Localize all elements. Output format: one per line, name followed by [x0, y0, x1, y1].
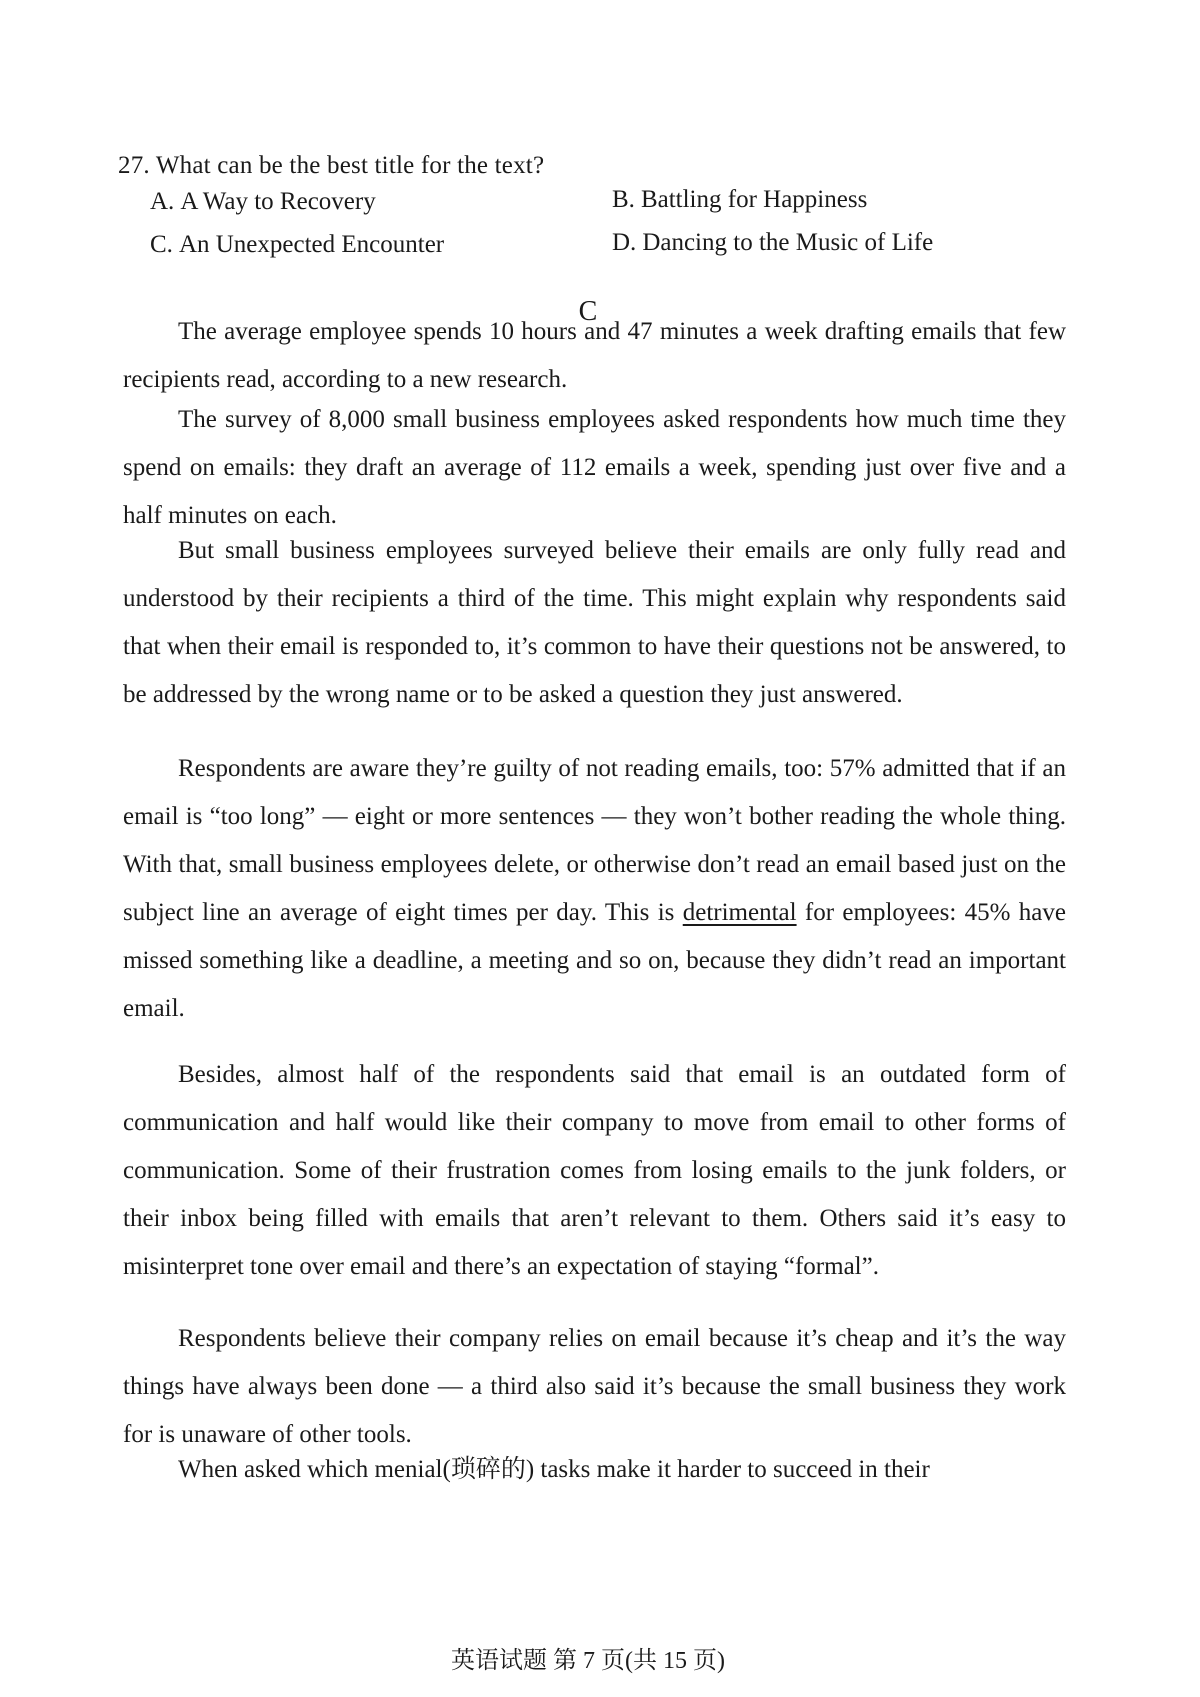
paragraph-4-text-start: Respondents are aware they’re guilty of not reading emails, too: 57% admitted that if an email is “too long” — eight or more sentences — they won’t bother reading the whole thing. With that, small business employees delete, or otherwise don’t read an email based just on the subject line an average of eight times per day. This is: [123, 755, 1066, 926]
option-d: [612, 229, 933, 257]
option-a-letter: A.: [150, 188, 175, 215]
question-27-stem: 27. What can be the best title for the text?: [118, 152, 545, 179]
underlined-word: detrimental: [682, 899, 797, 926]
paragraph-4-text-end: for employees: 45% have missed something like a deadline, a meeting and so on, because they didn’t read an important email.: [123, 899, 1066, 1022]
option-b: [612, 186, 867, 214]
passage-paragraph-5: Besides, almost half of the respondents said that email is an outdated form of communication and half would like their company to move from email to other forms of communication. Some of their frustration comes from losing emails to the junk folders, or their inbox being filled with emails that aren’t relevant to them. Others said it’s easy to misinterpret tone over email and there’s an expectation of staying “formal”.: [123, 1061, 1066, 1280]
option-b-text: Battling for Happiness: [640, 186, 868, 213]
option-b-letter: B.: [612, 186, 635, 213]
option-c-letter: C.: [150, 231, 173, 258]
section-letter: C: [578, 296, 598, 327]
passage-paragraph-1: The average employee spends 10 hours and 47 minutes a week drafting emails that few recipients read, according to a new research.: [123, 318, 1066, 393]
page-footer: 英语试题 第 7 页(共 15 页): [451, 1648, 725, 1674]
option-c-text: An Unexpected Encounter: [178, 231, 445, 258]
option-d-letter: D.: [612, 229, 637, 256]
option-d-text: Dancing to the Music of Life: [642, 229, 934, 256]
passage-paragraph-3: But small business employees surveyed believe their emails are only fully read and understood by their recipients a third of the time. This might explain why respondents said that when their email is responded to, it’s common to have their questions not be answered, to be addressed by the wrong name or to be asked a question they just answered.: [123, 537, 1066, 708]
passage-paragraph-6: Respondents believe their company relies on email because it’s cheap and it’s the way things have always been done — a third also said it’s because the small business they work for is unaware of other tools.: [123, 1325, 1066, 1448]
option-c: [150, 231, 444, 259]
option-a: [150, 188, 376, 216]
option-a-text: A Way to Recovery: [180, 188, 376, 215]
passage-paragraph-7: When asked which menial(琐碎的) tasks make it harder to succeed in their: [178, 1456, 930, 1483]
passage-paragraph-4: [123, 745, 1066, 1033]
passage-paragraph-2: The survey of 8,000 small business employees asked respondents how much time they spend on emails: they draft an average of 112 emails a week, spending just over five and a half minutes on each.: [123, 406, 1066, 529]
